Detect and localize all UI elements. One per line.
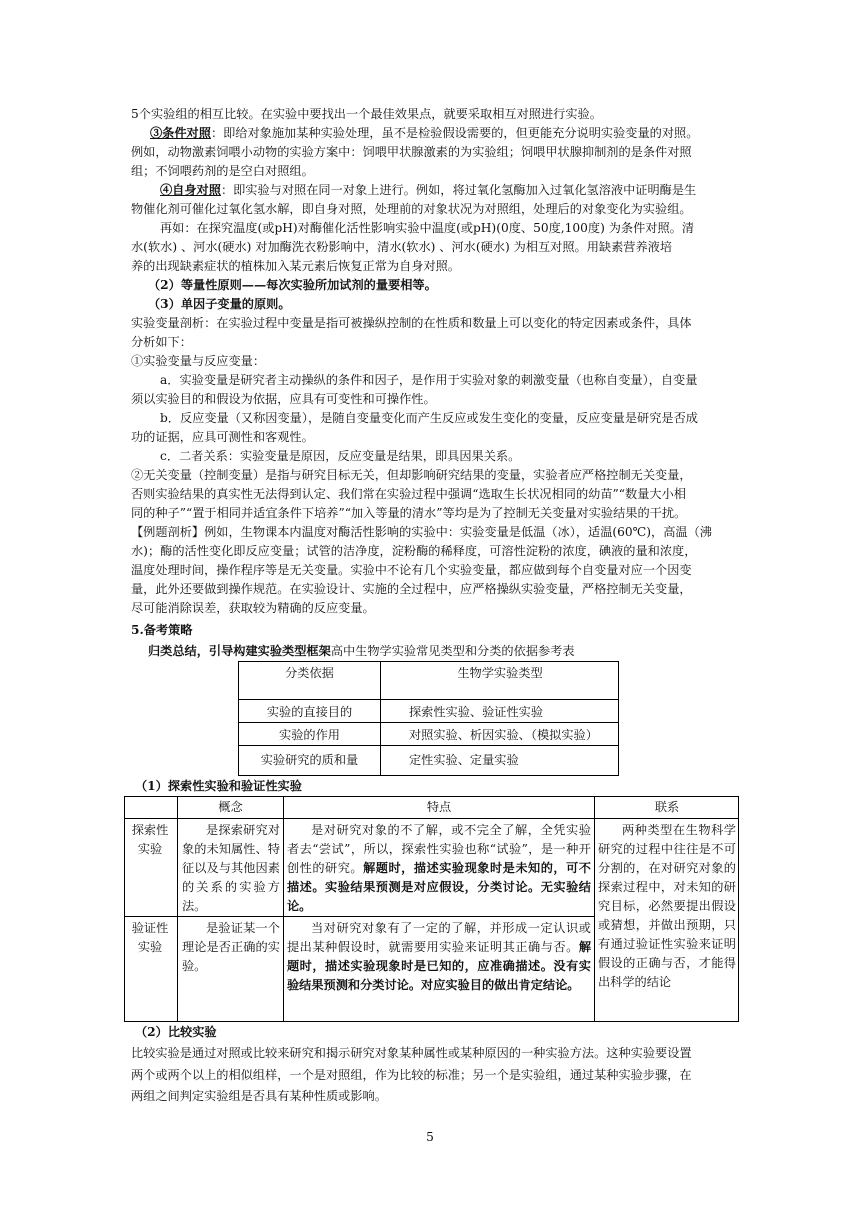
- feature-text: 当对研究对象有了一定的了解，并形成一定认识或提出某种假设时，就需要用实验来证明其正确与否。: [287, 921, 591, 954]
- paragraph-line: ②无关变量（控制变量）是指与研究目标无关，但却影响研究结果的变量，实验者应严格控制无关变量，: [131, 468, 692, 482]
- table-rule: [238, 699, 619, 700]
- table-cell: 实验的作用: [279, 728, 340, 742]
- paragraph-line: a．实验变量是研究者主动操纵的条件和因子，是作用于实验对象的刺激变量（也称自变量），自变量: [160, 373, 698, 387]
- table-rule: [238, 722, 619, 723]
- table-cell: 实验研究的质和量: [260, 753, 359, 767]
- table-header: 特点: [426, 800, 452, 814]
- paragraph-text: ：即给对象施加某种实验处理，虽不是检验假设需要的，但更能充分说明实验变量的对照。: [210, 126, 699, 140]
- feature-emphasis: 解题时，描述实验现象时是已知的，应准确描述。没有实验结果预测和分类讨论。对应实验目的做出肯定结论。: [287, 940, 591, 992]
- subheading-text: 高中生物学实验常见类型和分类的依据参考表: [330, 644, 575, 658]
- table-rule: [238, 745, 619, 746]
- explore-concept: 是探索研究对象的未知属性、特征以及与其他因素的关系的实验方法。: [182, 823, 280, 913]
- paragraph-line: b．反应变量（又称因变量），是随自变量变化而产生反应或发生变化的变量，反应变量是研究是否成: [160, 411, 698, 425]
- table-header: 概念: [218, 800, 243, 814]
- self-control-line: [160, 181, 743, 200]
- relation-text: 两种类型在生物科学研究的过程中往往是不可分割的，在对研究对象的探索过程中，对未知的研究目标，必然要提出假设或猜想，并做出预期，只有通过验证性实验来证明假设的正确与否，才能得出科学的结论: [598, 823, 736, 989]
- paragraph-line: 【例题剖析】例如，生物课本内温度对酶活性影响的实验中：实验变量是低温（冰），适温(60℃)，高温（沸: [131, 525, 712, 539]
- paragraph-line: ①实验变量与反应变量：: [131, 354, 266, 368]
- table-rule: [124, 818, 739, 819]
- paragraph-line: 5个实验组的相互比较。在实验中要找出一个最佳效果点，就要采取相互对照进行实验。: [131, 107, 602, 121]
- condition-control-term: ③条件对照: [150, 126, 211, 140]
- paragraph-line: 温度处理时间，操作程序等是无关变量。实验中不论有几个实验变量，都应做到每个自变量对应一个因变: [131, 563, 692, 577]
- table-rule: [124, 916, 594, 917]
- paragraph-line: c．二者关系：实验变量是原因，反应变量是结果，即具因果关系。: [160, 449, 521, 463]
- paragraph-line: 分析如下：: [131, 335, 192, 349]
- paragraph-line: 两个或两个以上的相似组样，一个是对照组，作为比较的标准；另一个是实验组，通过某种实验步骤，在: [131, 1068, 692, 1082]
- table-header: 生物学实验类型: [457, 666, 543, 680]
- paragraph-line: 组；不饲喂药剂的是空白对照组。: [131, 164, 314, 178]
- paragraph-line: 水(软水) 、河水(硬水) 对加酶洗衣粉影响中，清水(软水) 、河水(硬水) 为相互对照。用缺素营养液培: [131, 240, 673, 254]
- paragraph-line: 两组之间判定实验组是否具有某种性质或影响。: [131, 1089, 387, 1103]
- table-rule: [177, 796, 178, 1022]
- verify-concept: 是验证某一个理论是否正确的实验。: [182, 921, 280, 973]
- verify-features: [287, 919, 591, 995]
- paragraph-line: 例如，动物激素饲喂小动物的实验方案中：饲喂甲状腺激素的为实验组；饲喂甲状腺抑制剂的是条件对照: [131, 145, 692, 159]
- table-cell: 探索性实验、验证性实验: [409, 705, 544, 719]
- paragraph-line: 同的种子”“置于相同并适宜条件下培养”“加入等量的清水”等均是为了控制无关变量对实验结果的干扰。: [131, 506, 687, 520]
- row-label-explore: 探索性实验: [131, 823, 169, 856]
- heading-equal-principle: （2）等量性原则——每次实验所加试剂的量要相等。: [148, 278, 437, 292]
- paragraph-line: 须以实验目的和假设为依据，应具有可变性和可操作性。: [131, 392, 436, 406]
- subheading-line: [148, 642, 743, 661]
- paragraph-line: 物催化剂可催化过氧化氢水解，即自身对照，处理前的对象状况为对照组，处理后的对象变化为实验组。: [131, 202, 692, 216]
- paragraph-line: 量，此外还要做到操作规范。在实验设计、实施的全过程中，应严格操纵实验变量，严格控制无关变量，: [131, 582, 692, 596]
- table-rule: [594, 796, 595, 1022]
- heading-single-factor: （3）单因子变量的原则。: [148, 297, 291, 311]
- feature-text: 是对研究对象的不了解，或不完全了解，全凭实验者去“尝试”，所以，探索性实验也称“试验”，是一种开创性的研究。: [287, 823, 591, 875]
- paragraph-line: 再如：在探究温度(或pH)对酶催化活性影响实验中温度(或pH)(0度、50度,100度) 为条件对照。清: [160, 221, 695, 235]
- table-cell: 实验的直接目的: [266, 705, 353, 719]
- table-rule: [283, 796, 284, 1022]
- table-header: 分类依据: [285, 666, 334, 680]
- heading-comparison-experiment: （2）比较实验: [135, 1025, 217, 1039]
- heading-explore-verify: （1）探索性实验和验证性实验: [135, 779, 302, 793]
- paragraph-line: 尽可能消除误差，获取较为精确的反应变量。: [131, 601, 375, 615]
- paragraph-text: ：即实验与对照在同一对象上进行。例如，将过氧化氢酶加入过氧化氢溶液中证明酶是生: [220, 183, 697, 197]
- paragraph-line: 比较实验是通过对照或比较来研究和揭示研究对象某种属性或某种原因的一种实验方法。这种实验要设置: [131, 1046, 692, 1060]
- paragraph-line: 水)；酶的活性变化即反应变量；试管的洁净度，淀粉酶的稀释度，可溶性淀粉的浓度，碘液的量和浓度，: [131, 544, 697, 558]
- table-cell: 定性实验、定量实验: [409, 753, 519, 767]
- table-cell: 对照实验、析因实验、（模拟实验）: [409, 728, 598, 742]
- page-number: 5: [426, 1130, 434, 1144]
- paragraph-line: 实验变量剖析：在实验过程中变量是指可被操纵控制的在性质和数量上可以变化的特定因素或条件，具体: [131, 316, 692, 330]
- self-control-term: ④自身对照: [160, 183, 221, 197]
- paragraph-line: 功的证据，应具可测性和客观性。: [131, 430, 314, 444]
- table-header: 联系: [654, 800, 680, 814]
- section-heading-prep: 5.备考策略: [131, 623, 193, 637]
- row-label-verify: 验证性实验: [131, 921, 169, 954]
- paragraph-line: 养的出现缺素症状的植株加入某元素后恢复正常为自身对照。: [131, 259, 461, 273]
- feature-emphasis: 解题时，描述实验现象时是未知的，可不描述。实验结果预测是对应假设，分类讨论。无实验结论。: [287, 861, 591, 913]
- explore-features: [287, 821, 591, 916]
- paragraph-line: 否则实验结果的真实性无法得到认定、我们常在实验过程中强调“选取生长状况相同的幼苗”“数量大小相: [131, 487, 686, 501]
- subheading-bold: 归类总结，引导构建实验类型框架: [148, 644, 331, 658]
- condition-control-line: [150, 124, 743, 143]
